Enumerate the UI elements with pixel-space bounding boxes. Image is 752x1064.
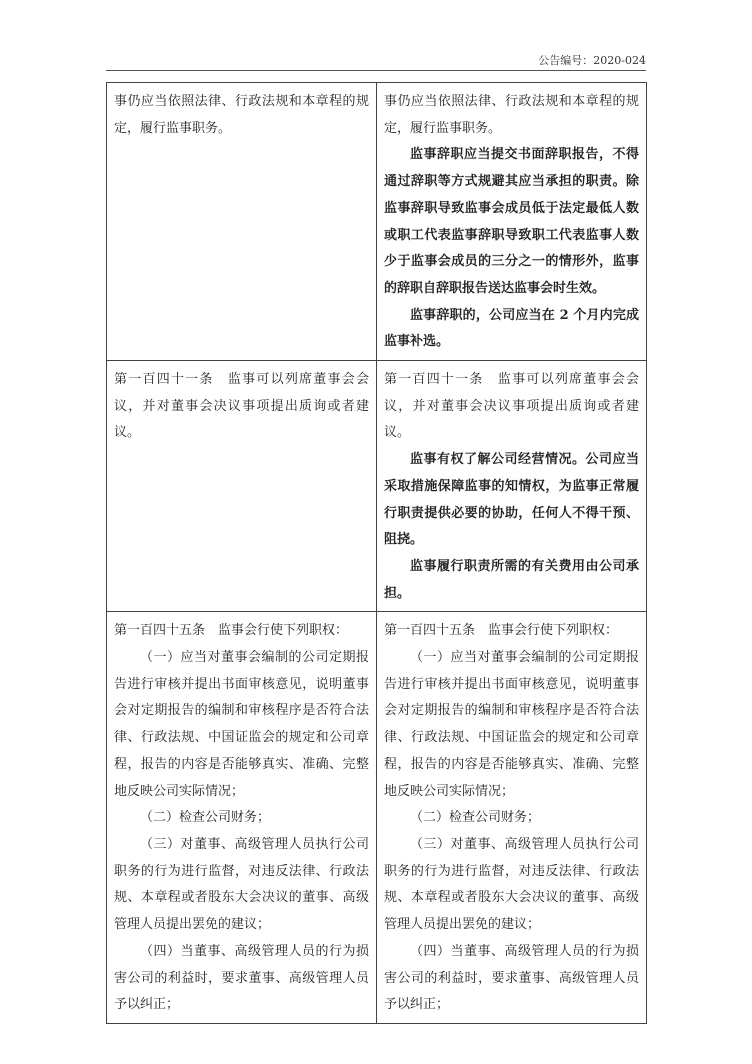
notice-number: 公告编号：2020-024 <box>538 54 646 67</box>
original-text-cell <box>107 361 377 612</box>
clause-paragraph: 监事履行职责所需的有关费用由公司承担。 <box>384 558 639 601</box>
table-row <box>107 612 647 1024</box>
amendment-comparison-table <box>106 82 647 1024</box>
revised-text-cell <box>377 83 647 361</box>
clause-paragraph: 事仍应当依照法律、行政法规和本章程的规定，履行监事职务。 <box>384 94 639 136</box>
revised-text-cell <box>377 612 647 1024</box>
clause-paragraph: （二）检查公司财务； <box>140 810 271 826</box>
clause-paragraph: 第一百四十一条 监事可以列席董事会会议，并对董事会决议事项提出质询或者建议。 <box>384 372 639 441</box>
table-row <box>107 361 647 612</box>
clause-paragraph: 第一百四十五条 监事会行使下列职权： <box>384 623 619 639</box>
clause-paragraph: （一）应当对董事会编制的公司定期报告进行审核并提出书面审核意见，说明董事会对定期报告的编制和审核程序是否符合法律、行政法规、中国证监会的规定和公司章程，报告的内容是否能够真实、准确、完整地反映公司实际情况； <box>114 650 369 799</box>
table-row <box>107 83 647 361</box>
clause-paragraph: （三）对董事、高级管理人员执行公司职务的行为进行监督，对违反法律、行政法规、本章程或者股东大会决议的董事、高级管理人员提出罢免的建议； <box>114 836 369 933</box>
clause-paragraph: 第一百四十五条 监事会行使下列职权： <box>114 623 349 639</box>
original-text-cell <box>107 612 377 1024</box>
clause-paragraph: 监事辞职应当提交书面辞职报告，不得通过辞职等方式规避其应当承担的职责。除监事辞职导致监事会成员低于法定最低人数或职工代表监事辞职导致职工代表监事人数少于监事会成员的三分之一的情形外，监事的辞职自辞职报告送达监事会时生效。 <box>384 147 639 296</box>
revised-text-cell <box>377 361 647 612</box>
header-rule <box>106 70 646 71</box>
clause-paragraph: 监事有权了解公司经营情况。公司应当采取措施保障监事的知情权，为监事正常履行职责提供必要的协助，任何人不得干预、阻挠。 <box>384 452 639 548</box>
clause-paragraph: （四）当董事、高级管理人员的行为损害公司的利益时，要求董事、高级管理人员予以纠正； <box>384 943 639 1013</box>
clause-paragraph: 监事辞职的，公司应当在 2 个月内完成监事补选。 <box>384 307 639 350</box>
clause-paragraph: （二）检查公司财务； <box>410 810 541 826</box>
clause-paragraph: （三）对董事、高级管理人员执行公司职务的行为进行监督，对违反法律、行政法规、本章程或者股东大会决议的董事、高级管理人员提出罢免的建议； <box>384 836 639 933</box>
clause-paragraph: （四）当董事、高级管理人员的行为损害公司的利益时，要求董事、高级管理人员予以纠正； <box>114 943 369 1013</box>
clause-paragraph: 事仍应当依照法律、行政法规和本章程的规定，履行监事职务。 <box>114 94 369 136</box>
clause-paragraph: 第一百四十一条 监事可以列席董事会会议，并对董事会决议事项提出质询或者建议。 <box>114 372 369 441</box>
original-text-cell <box>107 83 377 361</box>
clause-paragraph: （一）应当对董事会编制的公司定期报告进行审核并提出书面审核意见，说明董事会对定期报告的编制和审核程序是否符合法律、行政法规、中国证监会的规定和公司章程，报告的内容是否能够真实、准确、完整地反映公司实际情况； <box>384 650 639 799</box>
